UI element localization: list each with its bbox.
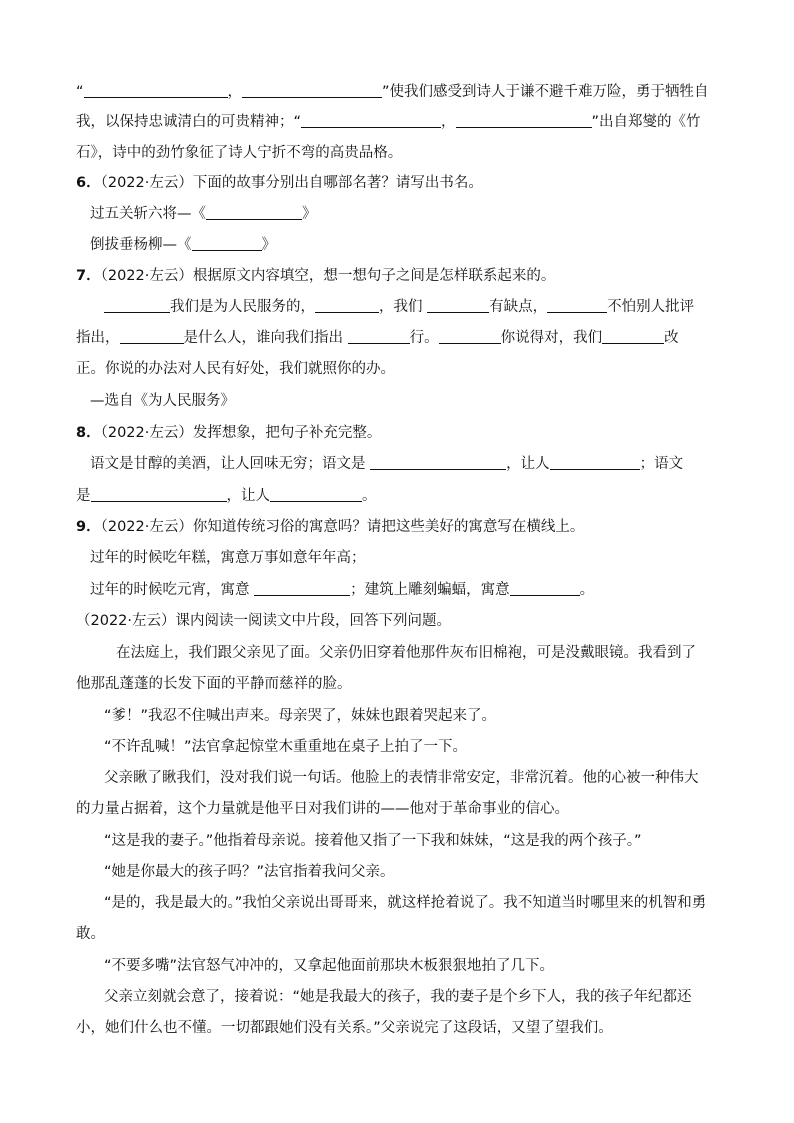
reading-heading: [76, 611, 451, 631]
text: 父亲瞅了瞅我们，没对我们说一句话。他脸上的表情非常安定，非常沉着。他的心被一种伟大: [104, 770, 699, 786]
text: 不怕别人批评: [607, 299, 695, 315]
text: 指出，: [76, 330, 120, 346]
reading-p9-line-1: [104, 987, 692, 1007]
answer-blank[interactable]: [547, 298, 607, 313]
text: 》: [302, 206, 317, 222]
text: 小，她们什么也不懂。一切都跟她们没有关系。”父亲说完了这段话，又望了望我们。: [76, 1020, 613, 1036]
reading-p7-line-2: [76, 924, 105, 944]
answer-blank[interactable]: [270, 487, 362, 502]
text: 我，以保持忠诚清白的可贵精神；“: [76, 114, 302, 130]
text: ；语文: [639, 456, 684, 472]
q7-line-2: [76, 328, 679, 348]
question-number: 8．: [76, 425, 101, 441]
text: 有缺点，: [489, 299, 548, 315]
text: ，: [441, 114, 456, 130]
answer-blank[interactable]: [192, 236, 262, 251]
reading-p9-line-2: [76, 1018, 613, 1038]
reading-p4-line-1: [104, 768, 699, 788]
reading-p6: [104, 862, 395, 882]
text: 敢。: [76, 926, 105, 942]
question-number: 7．: [76, 268, 101, 284]
text: ”出自郑燮的《竹: [591, 114, 701, 130]
text: “: [76, 84, 84, 100]
reading-p2: [104, 706, 496, 726]
text: ；建筑上雕刻蝙蝠，寓意: [350, 582, 510, 598]
text: “她是你最大的孩子吗？”法官指着我问父亲。: [104, 864, 395, 880]
question-stem: 下面的故事分别出自哪部名著？请写出书名。: [192, 175, 483, 191]
reading-p5: [104, 831, 642, 851]
text: 过五关斩六将—《: [90, 206, 206, 222]
reading-p4-line-2: [76, 799, 569, 819]
answer-blank[interactable]: [456, 113, 592, 128]
answer-blank[interactable]: [104, 298, 170, 313]
question-source: （2022·左云）: [100, 268, 193, 284]
answer-blank[interactable]: [370, 455, 506, 470]
text: “是的，我是最大的。”我怕父亲说出哥哥来，就这样抢着说了。我不知道当时哪里来的机智和勇: [104, 895, 707, 911]
question-7: [76, 266, 555, 286]
question-number: 9．: [76, 519, 101, 535]
text: 正。你说的办法对人民有好处，我们就照你的办。: [76, 361, 395, 377]
answer-blank[interactable]: [301, 113, 441, 128]
text: 倒拔垂杨柳—《: [90, 237, 192, 253]
text: ，: [227, 84, 243, 100]
text: 的力量占据着，这个力量就是他平日对我们讲的——他对于革命事业的信心。: [76, 801, 569, 817]
question-stem: 课内阅读一阅读文中片段，回答下列问题。: [175, 613, 452, 629]
answer-blank[interactable]: [348, 329, 410, 344]
text: “不许乱喊！”法官拿起惊堂木重重地在桌子上拍了一下。: [104, 739, 468, 755]
q6-item-2: [90, 235, 276, 255]
question-8: [76, 423, 381, 443]
answer-blank[interactable]: [550, 455, 640, 470]
text: 是: [76, 488, 91, 504]
text: 你说得对，我们: [500, 330, 603, 346]
text: ，让人: [226, 488, 270, 504]
text: 过年的时候吃元宵，寓意: [90, 582, 255, 598]
text: 是什么人，谁向我们指出: [183, 330, 348, 346]
answer-blank[interactable]: [439, 329, 501, 344]
q7-source: [90, 391, 235, 411]
question-stem: 你知道传统习俗的寓意吗？请把这些美好的寓意写在横线上。: [192, 519, 585, 535]
text: 我们是为人民服务的，: [170, 299, 315, 315]
question-number: 6．: [76, 175, 101, 191]
text: 语文是甘醇的美酒，让人回味无穷；语文是: [90, 456, 371, 472]
question-stem: 发挥想象，把句子补充完整。: [192, 425, 382, 441]
question-source: （2022·左云）: [100, 425, 193, 441]
text: 改: [664, 330, 679, 346]
text: 》: [261, 237, 276, 253]
text: 父亲立刻就会意了，接着说：“她是我最大的孩子，我的妻子是个乡下人，我的孩子年纪都还: [104, 989, 692, 1005]
text: 石》，诗中的劲竹象征了诗人宁折不弯的高贵品格。: [76, 145, 403, 161]
text: 在法庭上，我们跟父亲见了面。父亲仍旧穿着他那件灰布旧棉袍，可是没戴眼镜。我看到了: [116, 645, 696, 661]
text: 行。: [409, 330, 439, 346]
answer-blank[interactable]: [84, 83, 228, 98]
question-stem: 根据原文内容填空，想一想句子之间是怎样联系起来的。: [192, 268, 556, 284]
reading-p1-line-1: [116, 643, 696, 663]
answer-blank[interactable]: [510, 581, 580, 596]
q9-line-1: [90, 548, 366, 568]
answer-blank[interactable]: [120, 329, 184, 344]
text: ”使我们感受到诗人于谦不避千难万险，勇于牺牲自: [382, 84, 709, 100]
q7-line-1: [104, 297, 694, 317]
text: 。: [362, 488, 377, 504]
q8-line-1: [90, 454, 683, 474]
question-9: [76, 517, 584, 537]
text: ，让人: [506, 456, 550, 472]
q8-line-2: [76, 486, 377, 506]
answer-blank[interactable]: [91, 487, 227, 502]
reading-p3: [104, 737, 467, 757]
answer-blank[interactable]: [427, 298, 489, 313]
answer-blank[interactable]: [242, 83, 382, 98]
text: 过年的时候吃年糕，寓意万事如意年年高；: [90, 550, 366, 566]
q5-line-3: [76, 143, 402, 163]
reading-p7-line-1: [104, 893, 706, 913]
question-source: （2022·左云）: [76, 613, 176, 629]
answer-blank[interactable]: [206, 205, 302, 220]
answer-blank[interactable]: [254, 581, 350, 596]
reading-p8: [104, 956, 554, 976]
question-6: [76, 173, 483, 193]
q6-item-1: [90, 204, 317, 224]
text: “爹！”我忍不住喊出声来。母亲哭了，妹妹也跟着哭起来了。: [104, 708, 497, 724]
q5-line-1: [76, 82, 709, 102]
q5-line-2: [76, 112, 701, 132]
text: —选自《为人民服务》: [90, 393, 235, 409]
text: ，我们: [379, 299, 428, 315]
reading-p1-line-2: [76, 674, 352, 694]
question-source: （2022·左云）: [100, 519, 193, 535]
answer-blank[interactable]: [602, 329, 664, 344]
answer-blank[interactable]: [315, 298, 379, 313]
q9-line-2: [90, 580, 594, 600]
text: “不要多嘴”法官怒气冲冲的，又拿起他面前那块木板狠狠地拍了几下。: [104, 958, 555, 974]
q7-line-3: [76, 359, 395, 379]
text: 。: [579, 582, 595, 598]
question-source: （2022·左云）: [100, 175, 193, 191]
text: “这是我的妻子。”他指着母亲说。接着他又指了一下我和妹妹，“这是我的两个孩子。”: [104, 833, 642, 849]
text: 他那乱蓬蓬的长发下面的平静而慈祥的脸。: [76, 676, 352, 692]
